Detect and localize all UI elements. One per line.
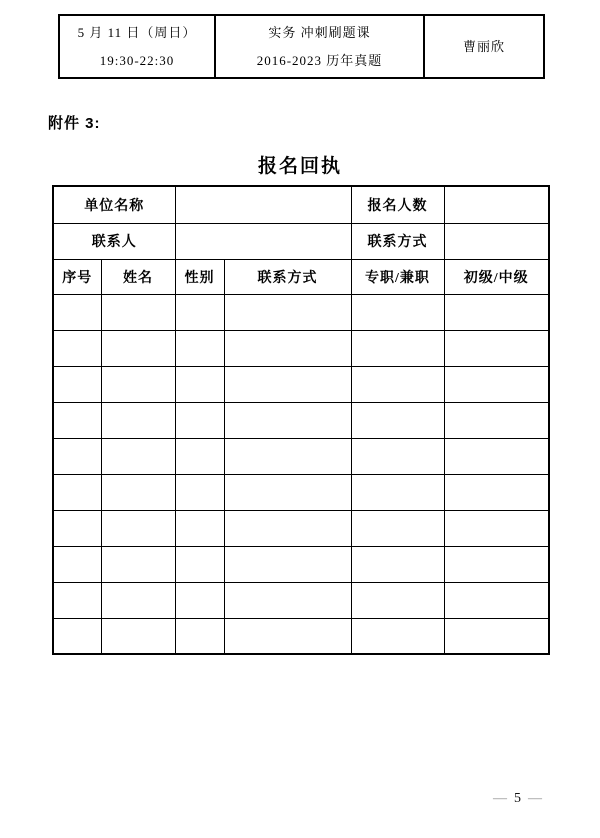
blank-cell: [224, 510, 351, 546]
applicant-count-label: 报名人数: [351, 186, 444, 223]
blank-cell: [444, 582, 549, 618]
registration-table: [52, 185, 550, 655]
schedule-date: 5 月 11 日（周日）: [77, 24, 197, 40]
blank-entry-row: [53, 510, 549, 546]
unit-name-label: 单位名称: [53, 186, 175, 223]
schedule-course-cell: [215, 15, 424, 78]
blank-cell: [175, 546, 224, 582]
blank-cell: [444, 546, 549, 582]
blank-cell: [351, 402, 444, 438]
blank-cell: [351, 510, 444, 546]
col-header-name: 姓名: [101, 259, 175, 294]
attachment-label: 附件 3:: [48, 115, 101, 132]
col-header-gender: 性别: [175, 259, 224, 294]
applicant-count-value-cell: [444, 186, 549, 223]
schedule-teacher: 曹丽欣: [462, 38, 505, 54]
blank-cell: [101, 330, 175, 366]
blank-cell: [224, 402, 351, 438]
blank-cell: [53, 366, 101, 402]
blank-cell: [444, 366, 549, 402]
blank-cell: [53, 294, 101, 330]
blank-entry-row: [53, 294, 549, 330]
footer-dash-right: —: [528, 791, 542, 806]
blank-cell: [53, 330, 101, 366]
blank-cell: [444, 438, 549, 474]
contact-method-label: 联系方式: [351, 223, 444, 259]
blank-cell: [175, 438, 224, 474]
page-number: [493, 791, 542, 807]
blank-cell: [351, 618, 444, 654]
blank-cell: [224, 474, 351, 510]
blank-cell: [101, 366, 175, 402]
blank-cell: [444, 510, 549, 546]
blank-cell: [444, 294, 549, 330]
blank-cell: [53, 402, 101, 438]
blank-cell: [351, 330, 444, 366]
blank-cell: [224, 438, 351, 474]
footer-dash-left: —: [493, 791, 507, 806]
contact-row: [53, 223, 549, 259]
blank-cell: [224, 366, 351, 402]
blank-cell: [224, 618, 351, 654]
blank-cell: [101, 294, 175, 330]
blank-cell: [53, 582, 101, 618]
blank-cell: [175, 402, 224, 438]
col-header-employment: 专职/兼职: [351, 259, 444, 294]
col-header-level: 初级/中级: [444, 259, 549, 294]
blank-cell: [351, 366, 444, 402]
schedule-time: 19:30-22:30: [99, 52, 175, 68]
blank-cell: [175, 294, 224, 330]
blank-cell: [224, 546, 351, 582]
blank-cell: [351, 438, 444, 474]
schedule-row: [59, 15, 544, 78]
schedule-table: [58, 14, 545, 79]
blank-cell: [101, 618, 175, 654]
blank-cell: [351, 546, 444, 582]
contact-person-label: 联系人: [53, 223, 175, 259]
blank-cell: [175, 474, 224, 510]
blank-cell: [351, 294, 444, 330]
blank-cell: [101, 474, 175, 510]
blank-cell: [101, 402, 175, 438]
blank-cell: [444, 402, 549, 438]
blank-cell: [175, 618, 224, 654]
schedule-date-cell: [59, 15, 215, 78]
blank-cell: [444, 330, 549, 366]
blank-cell: [53, 546, 101, 582]
page-title: 报名回执: [257, 156, 342, 177]
blank-cell: [101, 582, 175, 618]
blank-cell: [175, 330, 224, 366]
blank-cell: [101, 546, 175, 582]
blank-cell: [351, 474, 444, 510]
blank-cell: [101, 438, 175, 474]
schedule-course: 实务 冲刺刷题课: [268, 24, 371, 40]
blank-cell: [175, 582, 224, 618]
unit-row: [53, 186, 549, 223]
blank-cell: [101, 510, 175, 546]
blank-cell: [444, 474, 549, 510]
blank-entry-row: [53, 618, 549, 654]
blank-cell: [175, 366, 224, 402]
blank-cell: [53, 438, 101, 474]
blank-cell: [351, 582, 444, 618]
blank-cell: [53, 474, 101, 510]
blank-cell: [224, 294, 351, 330]
blank-cell: [224, 582, 351, 618]
col-header-index: 序号: [53, 259, 101, 294]
blank-entry-row: [53, 438, 549, 474]
unit-name-value-cell: [175, 186, 351, 223]
footer-page-number: 5: [514, 791, 521, 806]
schedule-teacher-cell: [424, 15, 544, 78]
schedule-course-detail: 2016-2023 历年真题: [256, 52, 383, 68]
table-header-row: [53, 259, 549, 294]
blank-cell: [224, 330, 351, 366]
blank-entry-row: [53, 330, 549, 366]
blank-entry-row: [53, 474, 549, 510]
blank-cell: [53, 510, 101, 546]
contact-person-value-cell: [175, 223, 351, 259]
blank-cell: [175, 510, 224, 546]
blank-cell: [53, 618, 101, 654]
blank-entry-row: [53, 366, 549, 402]
blank-entry-row: [53, 582, 549, 618]
blank-entry-row: [53, 402, 549, 438]
col-header-contact: 联系方式: [224, 259, 351, 294]
blank-entry-row: [53, 546, 549, 582]
blank-cell: [444, 618, 549, 654]
contact-method-value-cell: [444, 223, 549, 259]
